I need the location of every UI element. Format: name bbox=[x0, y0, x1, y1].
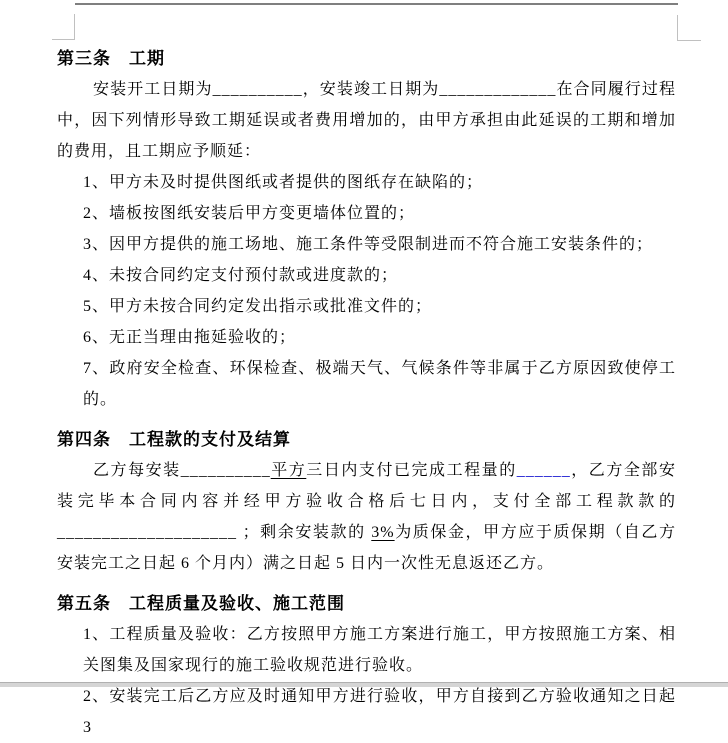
text-run: 安装开工日期为 bbox=[93, 81, 213, 98]
clause-item-2: 2、墙板按图纸安装后甲方变更墙体位置的； bbox=[83, 205, 416, 222]
article-3-heading: 第三条 工期 bbox=[57, 49, 165, 68]
text-run: ；剩余安装款的 bbox=[237, 524, 372, 541]
article-4-heading: 第四条 工程款的支付及结算 bbox=[57, 430, 291, 449]
clause-item-7: 7、政府安全检查、环保检查、极端天气、气候条件等非属于乙方原因致使停工的。 bbox=[83, 360, 676, 408]
clause-item-5: 5、甲方未按合同约定发出指示或批准文件的； bbox=[83, 298, 433, 315]
blank-progress-payment-ratio[interactable]: ______ bbox=[516, 462, 571, 479]
clause-item-1: 1、甲方未及时提供图纸或者提供的图纸存在缺陷的； bbox=[83, 174, 484, 191]
blank-final-payment-ratio[interactable]: ____________________ bbox=[57, 524, 237, 541]
document-body bbox=[57, 0, 676, 743]
text-run: ，安装竣工日期为 bbox=[302, 81, 440, 98]
underlined-retention-percent: 3% bbox=[371, 524, 395, 541]
text-run: 乙方每安装 bbox=[93, 462, 181, 479]
text-run: 为质保金，甲方应于质保期（自乙方安装完工之日起 6 个月内）满之日起 5 日内一次性无息返还乙方。 bbox=[57, 524, 676, 572]
clause-item-4: 4、未按合同约定支付预付款或进度款的； bbox=[83, 267, 399, 284]
text-run: 三日内支付已完成工程量的 bbox=[306, 462, 517, 479]
clause-item-6: 6、无正当理由拖延验收的； bbox=[83, 329, 297, 346]
article-3-paragraph bbox=[57, 74, 676, 167]
blank-area-per-install[interactable]: __________ bbox=[180, 462, 271, 479]
blank-install-finish-date[interactable]: _____________ bbox=[439, 81, 557, 98]
article-4-paragraph bbox=[57, 455, 676, 579]
underlined-unit-text: 平方 bbox=[270, 462, 307, 479]
text-run: ，乙方全部安装完毕本合同内容并经甲方验收合格后七日内，支付全部工程款款的 bbox=[57, 462, 676, 510]
text-run: 在合同履行过程中，因下列情形导致工期延误或者费用增加的，由甲方承担由此延误的工期和增加的费用，且工期应予顺延： bbox=[57, 81, 676, 160]
horizontal-scrollbar-track[interactable] bbox=[0, 682, 728, 687]
article-5-heading: 第五条 工程质量及验收、施工范围 bbox=[57, 594, 345, 613]
article-5-item-2: 2、安装完工后乙方应及时通知甲方进行验收，甲方自接到乙方验收通知之日起 3 bbox=[83, 688, 676, 736]
clause-item-3: 3、因甲方提供的施工场地、施工条件等受限制进而不符合施工安装条件的； bbox=[83, 236, 654, 253]
text-boundary-mark-right bbox=[677, 15, 701, 41]
article-5-item-1: 1、工程质量及验收：乙方按照甲方施工方案进行施工，甲方按照施工方案、相关图集及国家现行的施工验收规范进行验收。 bbox=[83, 626, 676, 674]
blank-install-start-date[interactable]: __________ bbox=[212, 81, 303, 98]
